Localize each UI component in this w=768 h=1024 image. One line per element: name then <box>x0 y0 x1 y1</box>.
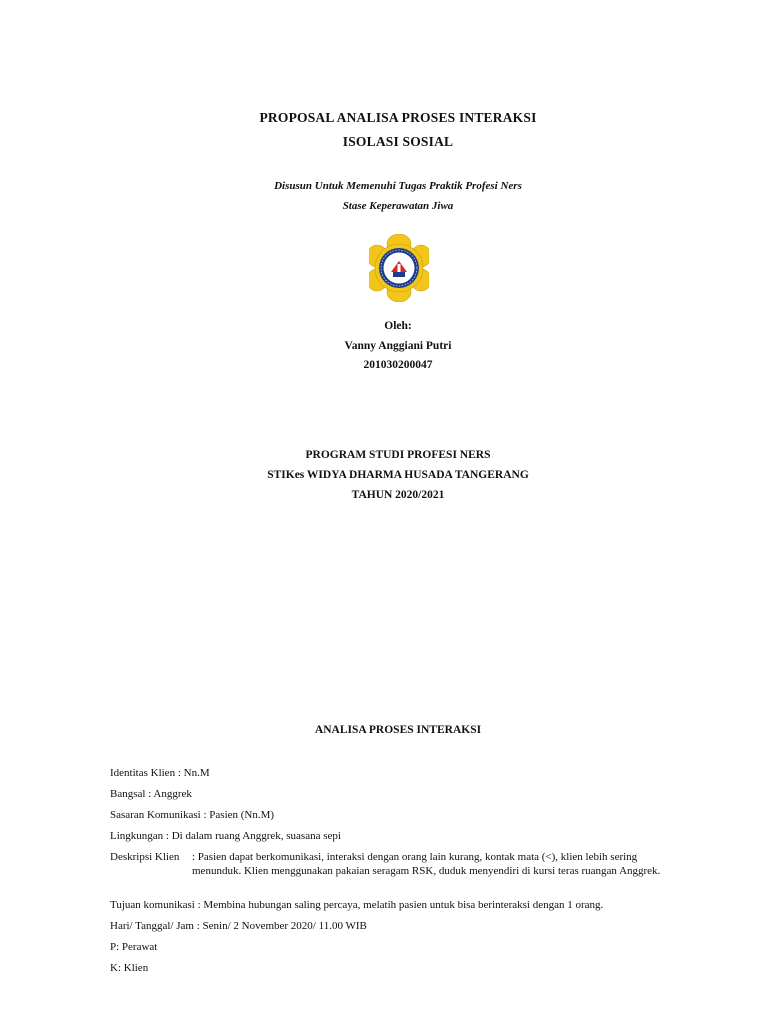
author-name: Vanny Anggiani Putri <box>344 340 452 352</box>
university-seal-icon <box>369 234 429 302</box>
field-deskripsi-label: Deskripsi Klien <box>110 851 180 863</box>
author-id: 201030200047 <box>363 359 433 371</box>
field-tujuan-komunikasi: Tujuan komunikasi : Membina hubungan saling percaya, melatih pasien untuk bisa berinteraksi dengan 1 orang. <box>110 899 604 911</box>
legend-perawat: P: Perawat <box>110 941 158 953</box>
field-identitas-klien: Identitas Klien : Nn.M <box>110 767 210 779</box>
document-title-line-1: PROPOSAL ANALISA PROSES INTERAKSI <box>259 110 537 125</box>
analysis-heading: ANALISA PROSES INTERAKSI <box>314 724 482 736</box>
field-lingkungan: Lingkungan : Di dalam ruang Anggrek, suasana sepi <box>110 830 341 842</box>
field-bangsal: Bangsal : Anggrek <box>110 788 192 800</box>
document-title-line-2: ISOLASI SOSIAL <box>342 134 454 149</box>
author-by-label: Oleh: <box>384 320 412 332</box>
field-deskripsi-text: : Pasien dapat berkomunikasi, interaksi dengan orang lain kurang, kontak mata (<), klien lebih sering menunduk. Klien menggunakan pakaian seragam RSK, duduk menyendiri di kursi teras ruangan Anggrek. <box>192 851 661 877</box>
institution-line-3: TAHUN 2020/2021 <box>351 489 445 501</box>
institution-line-1: PROGRAM STUDI PROFESI NERS <box>305 449 491 461</box>
legend-klien: K: Klien <box>110 962 149 974</box>
document-subtitle-line-2: Stase Keperawatan Jiwa <box>342 200 454 212</box>
field-hari-tanggal-jam: Hari/ Tanggal/ Jam : Senin/ 2 November 2020/ 11.00 WIB <box>110 920 367 932</box>
institution-line-2: STIKes WIDYA DHARMA HUSADA TANGERANG <box>267 469 529 481</box>
document-subtitle-line-1: Disusun Untuk Memenuhi Tugas Praktik Profesi Ners <box>274 180 522 192</box>
field-sasaran-komunikasi: Sasaran Komunikasi : Pasien (Nn.M) <box>110 809 275 821</box>
